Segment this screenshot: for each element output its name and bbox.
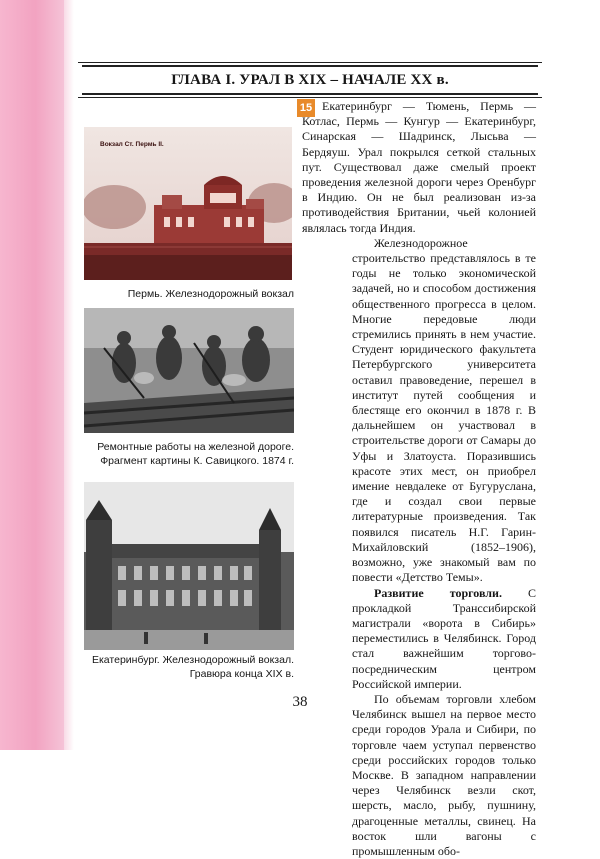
paragraph-railway-construction <box>352 236 536 586</box>
paragraph-railways-text: Екатеринбург — Тюмень, Пермь — Котлас, Пермь — Кунгур — Екатеринбург, Синарская — Шадринск, Лысьва — Бердяуш. Урал покрылся сеткой стальных пут. Существовал даже смелый проект проведения железной дороги через Оренбург в Индию. Он не был реализован из-за противодействия Британии, чьей колонией являлась тогда Индия. <box>302 99 536 235</box>
main-text-column <box>302 99 536 859</box>
figure-2-caption <box>84 440 294 468</box>
figure-3-caption-line2: Гравюра конца XIX в. <box>189 668 294 680</box>
figure-3-caption <box>84 653 294 681</box>
perm-station-illustration <box>84 127 292 280</box>
trade-section-title: Развитие торговли. <box>374 585 502 600</box>
paragraph-trade-volume <box>352 692 536 859</box>
figure-2-caption-line1: Ремонтные работы на железной дороге. <box>97 441 294 453</box>
figure-3-caption-line1: Екатеринбург. Железнодорожный вокзал. <box>91 654 294 666</box>
paragraph-railway-construction-text: Железнодорожное строительство представлялось в те годы не только экономической задачей, но и способом достижения общественного прогресса в целом. Многие передовые люди стремились принять в нем участие. Студент юридического факультета Петербургского университета оставил правоведение, перешел в институт путей сообщения и блестяще его окончил в 1878 г. В дальнейшем он участвовал в строительстве дороги от Самары до Уфы и Златоуста. Поразившись красоте этих мест, он приобрел имение невдалеке от Бугуруслана, где и создал свои первые литературные произведения. Так появился писатель Н.Г. Гарин-Михайловский (1852–1906), возможно, уже знакомый вам по повести «Детство Темы». <box>352 235 536 585</box>
figure-1-caption-text: Пермь. Железнодорожный вокзал <box>127 288 294 300</box>
chapter-header: ГЛАВА I. УРАЛ В XIX – НАЧАЛЕ XX в. <box>82 65 538 95</box>
perm-station-photo <box>84 127 292 280</box>
figure-2-caption-line2: Фрагмент картины К. Савицкого. 1874 г. <box>100 455 294 467</box>
paragraph-railways <box>302 99 536 236</box>
station-sign-text: Вокзал Ст. Пермь II. <box>100 141 164 148</box>
page-number: 38 <box>292 694 308 710</box>
paragraph-trade-development <box>352 586 536 692</box>
section-number-marker: 15 <box>297 99 315 117</box>
repair-painting-illustration <box>84 308 294 433</box>
paragraph-trade-development-text: С прокладкой Транссибирской магистрали «ворота в Сибирь» переместились в Челябинск. Город стал важнейшим торгово-посредническим центром Российской империи. <box>352 585 536 691</box>
railway-repair-painting <box>84 308 294 433</box>
figure-1-caption <box>84 287 294 301</box>
ekaterinburg-engraving-illustration <box>84 482 294 650</box>
paragraph-trade-volume-text: По объемам торговли хлебом Челябинск вышел на первое место среди городов Урала и Сибири, по торговле чаем уступал первенство среди российских городов только Москве. В западном направлении через Челябинск везли скот, шерсть, масло, рыбу, пушнину, драгоценные металлы, свинец. На восток шли вагоны с промышленным обо- <box>352 691 536 858</box>
page-edge-strip <box>0 0 64 750</box>
ekaterinburg-station-engraving <box>84 482 294 650</box>
